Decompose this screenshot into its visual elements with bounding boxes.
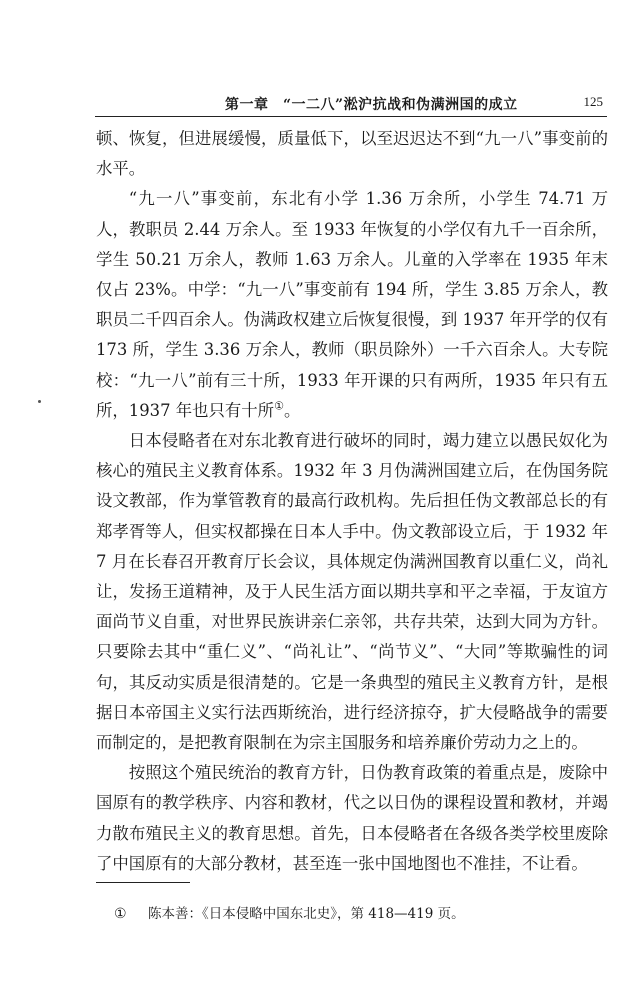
chapter-title: 第一章 “一二八”淞沪抗战和伪满洲国的成立 <box>225 97 518 113</box>
footnote-marker: ① <box>114 906 127 922</box>
paragraph: 日本侵略者在对东北教育进行破坏的同时，竭力建立以愚民奴化为核心的殖民主义教育体系。1932 年 3 月伪满洲国建立后，在伪国务院设文教部，作为掌管教育的最高行政机构。先后担任伪文教部总长的有郑孝胥等人，但实权都操在日本人手中。伪文教部设立后，于 1932 年 7 月在长春召开教育厅长会议，具体规定伪满洲国教育以重仁义，尚礼让，发扬王道精神，及于人民生活方面以期共享和平之幸福，于友谊方面尚节义自重，对世界民族讲亲仁亲邻，共存共荣，达到大同为方针。只要除去其中“重仁义”、“尚礼让”、“尚节义”、“大同”等欺骗性的词句，其反动实质是很清楚的。它是一条典型的殖民主义教育方针，是根据日本帝国主义实行法西斯统治，进行经济掠夺，扩大侵略战争的需要而制定的，是把教育限制在为宗主国服务和培养廉价劳动力之上的。 <box>96 431 608 753</box>
paragraph: 按照这个殖民统治的教育方针，日伪教育政策的着重点是，废除中国原有的教学秩序、内容和教材，代之以日伪的课程设置和教材，并竭力散布殖民主义的教育思想。首先，日本侵略者在各级各类学校里废除了中国原有的大部分教材，甚至连一张中国地图也不准挂，不让看。 <box>96 763 608 873</box>
running-header <box>95 86 607 117</box>
body-text <box>96 124 608 879</box>
footnote-text: 陈本善：《日本侵略中国东北史》，第 418—419 页。 <box>148 906 465 922</box>
paragraph: “九一八”事变前，东北有小学 1.36 万余所，小学生 74.71 万人，教职员 2.44 万余人。至 1933 年恢复的小学仅有九千一百余所，学生 50.21 万余人，教师 1.63 万余人。儿童的入学率在 1935 年末仅占 23%。中学：“九一八”事变前有 194 所，学生 3.85 万余人，教职员二千四百余人。伪满政权建立后恢复很慢，到 1937 年开学的仅有 173 所，学生 3.36 万余人，教师（职员除外）一千六百余人。大专院校：“九一八”前有三十所，1933 年开课的只有两所，1935 年只有五所，1937 年也只有十所①。 <box>96 189 608 420</box>
footnote-divider <box>96 882 190 883</box>
paragraph: 顿、恢复，但进展缓慢，质量低下，以至迟迟达不到“九一八”事变前的水平。 <box>96 129 608 179</box>
page-number: 125 <box>583 94 603 109</box>
margin-dot <box>38 400 41 403</box>
footnote-reference[interactable]: ① <box>274 399 284 413</box>
footnote <box>114 904 604 924</box>
